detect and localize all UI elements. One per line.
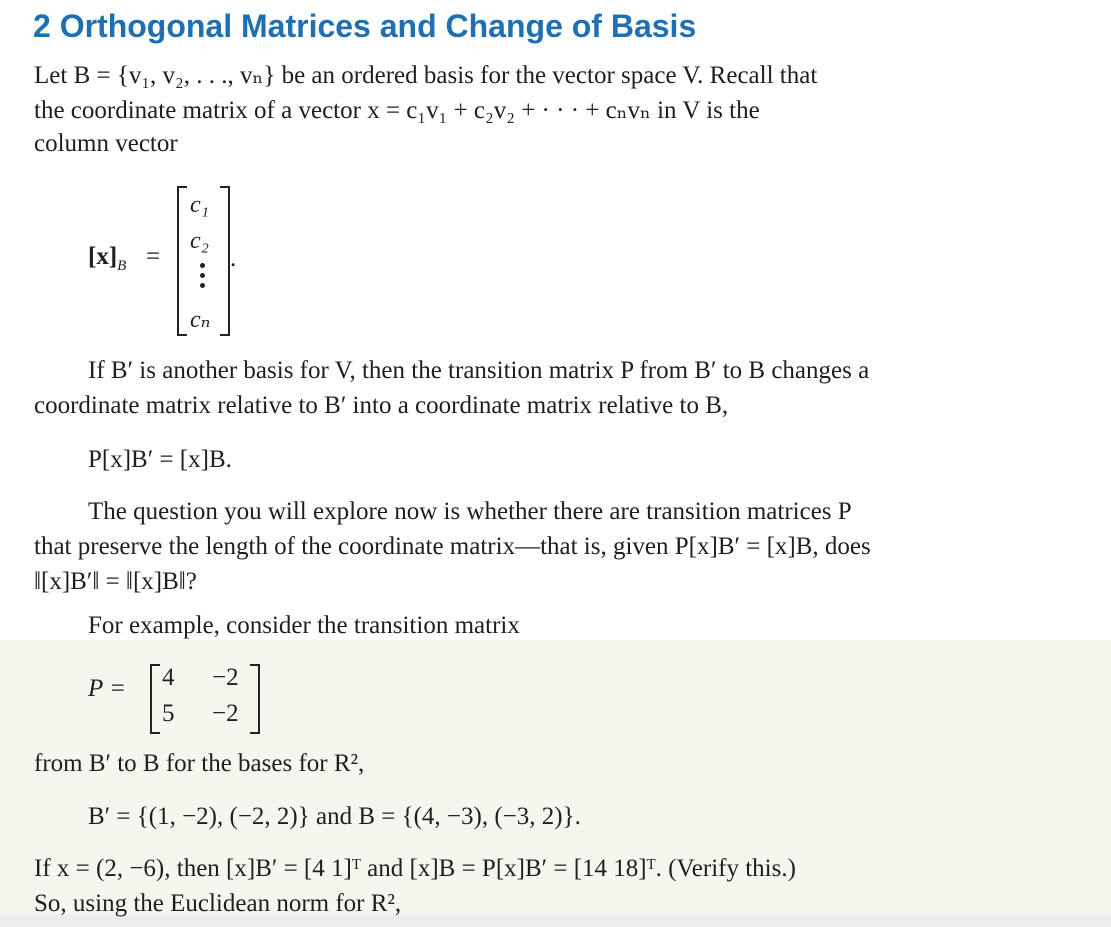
p-right-bracket — [250, 664, 260, 734]
entry-cn: cₙ — [190, 307, 211, 333]
para1-line1: Let B = {v₁, v₂, . . ., vₙ} be an ordered basis for the vector space V. Recall that — [34, 62, 818, 89]
para3-line1: The question you will explore now is whether there are transition matrices P — [88, 498, 852, 525]
para1-line2: the coordinate matrix of a vector x = c₁v₁ + c₂v₂ + · · · + cₙvₙ in V is the — [34, 97, 760, 124]
para3-line2: that preserve the length of the coordinate matrix—that is, given P[x]B′ = [x]B, does — [34, 533, 871, 560]
p-matrix-label: P = — [88, 675, 126, 702]
bases-equation: B′ = {(1, −2), (−2, 2)} and B = {(4, −3), (−3, 2)}. — [88, 803, 581, 830]
section-title: Orthogonal Matrices and Change of Basis — [59, 8, 697, 44]
para2-line1: If B′ is another basis for V, then the transition matrix P from B′ to B changes a — [88, 357, 870, 384]
vertical-dots-icon — [200, 263, 206, 293]
section-heading — [33, 8, 696, 45]
entry-c1: c₁ — [190, 192, 209, 218]
matrix-equals: = — [146, 243, 161, 270]
para6-line2: So, using the Euclidean norm for R², — [34, 890, 402, 917]
para6-line1: If x = (2, −6), then [x]B′ = [4 1]ᵀ and [x]B = P[x]B′ = [14 18]ᵀ. (Verify this.) — [34, 855, 796, 882]
para5-line1: from B′ to B for the bases for R², — [34, 750, 365, 777]
p-entry-12: −2 — [212, 664, 239, 691]
p-entry-11: 4 — [162, 664, 175, 691]
entry-c2: c₂ — [190, 228, 209, 254]
para1-line3: column vector — [34, 130, 178, 157]
p-entry-21: 5 — [162, 700, 175, 727]
p-entry-22: −2 — [212, 700, 239, 727]
matrix-lhs-sub: B — [117, 258, 127, 274]
para4-line1: For example, consider the transition matrix — [88, 612, 520, 639]
p-left-bracket — [150, 664, 160, 734]
section-number: 2 — [33, 8, 51, 44]
para2-line2: coordinate matrix relative to B′ into a coordinate matrix relative to B, — [34, 392, 729, 419]
matrix-period: . — [230, 245, 237, 272]
right-bracket — [220, 186, 230, 336]
matrix-lhs: $[x]_B$ — [88, 243, 127, 274]
transition-equation: P[x]B′ = [x]B. — [88, 446, 232, 473]
left-bracket — [177, 186, 187, 336]
para3-line3: ‖[x]B′‖ = ‖[x]B‖? — [34, 568, 197, 595]
